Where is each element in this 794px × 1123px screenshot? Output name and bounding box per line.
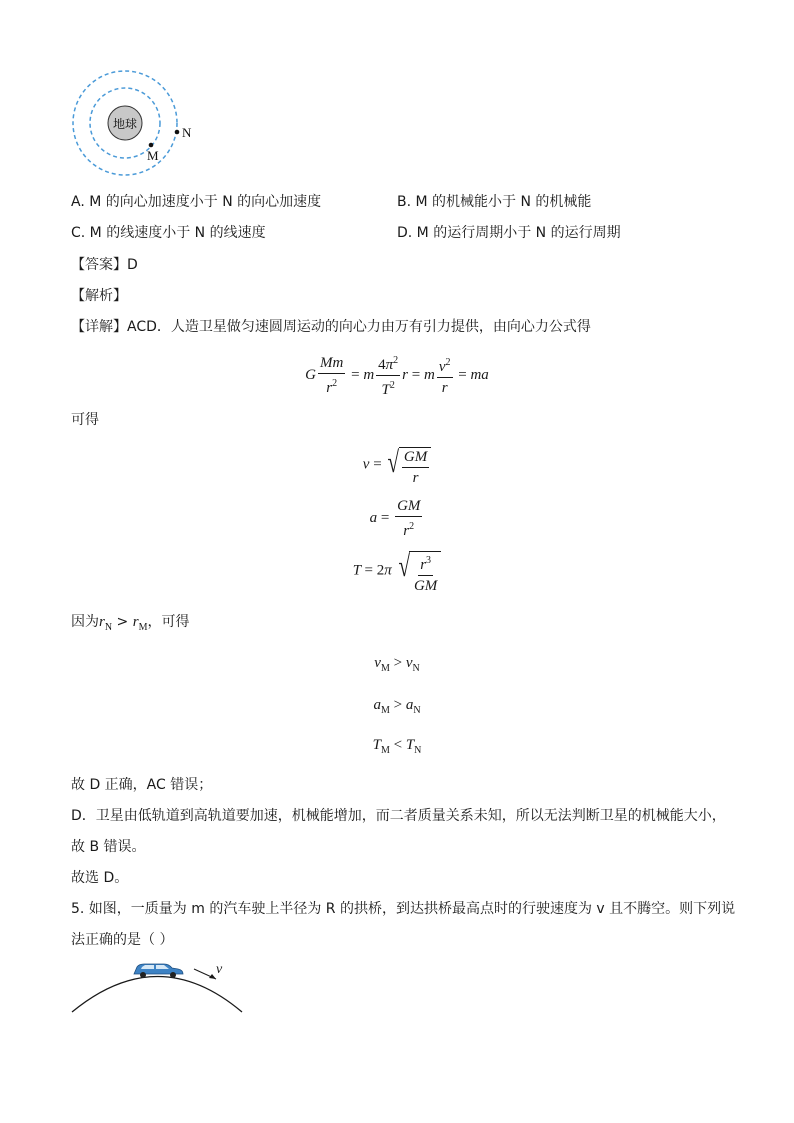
conclusion-1: 故 D 正确，AC 错误； xyxy=(71,777,213,793)
because-text: 因为 xyxy=(71,614,99,630)
question-5-line-1: 5. 如图，一质量为 m 的汽车驶上半径为 R 的拱桥，到达拱桥最高点时的行驶速度为 v 且不腾空。则下列说 xyxy=(71,901,736,917)
orbit-figure xyxy=(68,68,208,180)
equation-period: T = 2π √ $\frac{r^3}{GM}$ xyxy=(0,547,794,595)
velocity-label: v xyxy=(216,962,223,977)
explain-b: 故 B 错误。 xyxy=(71,839,146,855)
answer: 【答案】D xyxy=(71,257,138,273)
satellite-n-label: N xyxy=(182,125,192,140)
option-b: B. M 的机械能小于 N 的机械能 xyxy=(397,194,592,210)
satellite-m-label: M xyxy=(147,148,159,163)
question-5-line-2: 法正确的是（ ） xyxy=(71,932,174,948)
compare-velocity: $v_M > v_N$ xyxy=(374,655,420,674)
detail-text: 【详解】ACD．人造卫星做匀速圆周运动的向心力由万有引力提供，由向心力公式得 xyxy=(71,319,591,335)
bridge-figure xyxy=(66,955,256,1017)
satellite-n xyxy=(175,130,180,135)
final-choice: 故选 D。 xyxy=(71,870,129,886)
equation-force-balance: G $\frac{Mm}{r^2}$ = m $\frac{4\pi^2}{T^2}$ r = m $\frac{v^2}{r}$ = ma xyxy=(0,352,794,399)
keyi-text-2: ，可得 xyxy=(147,614,190,630)
equation-acceleration: a = $\frac{GM}{r^2}$ xyxy=(369,498,421,539)
keyi-text-1: 可得 xyxy=(71,412,99,428)
arch-bridge xyxy=(72,977,242,1013)
because-line: 因为$r_N > r_M$，可得 xyxy=(71,614,190,633)
option-d: D. M 的运行周期小于 N 的运行周期 xyxy=(397,225,621,241)
earth-label: 地球 xyxy=(112,117,138,131)
equation-velocity: v = √ $\frac{GM}{r}$ xyxy=(0,443,794,487)
analysis-title: 【解析】 xyxy=(71,288,127,304)
compare-period: $T_M < T_N$ xyxy=(372,737,422,756)
option-a: A. M 的向心加速度小于 N 的向心加速度 xyxy=(71,194,322,210)
satellite-m xyxy=(149,143,154,148)
explain-d: D．卫星由低轨道到高轨道要加速，机械能增加，而二者质量关系未知，所以无法判断卫星的机械能大小， xyxy=(71,808,726,824)
compare-acceleration: $a_M > a_N$ xyxy=(373,697,421,716)
option-c: C. M 的线速度小于 N 的线速度 xyxy=(71,225,266,241)
